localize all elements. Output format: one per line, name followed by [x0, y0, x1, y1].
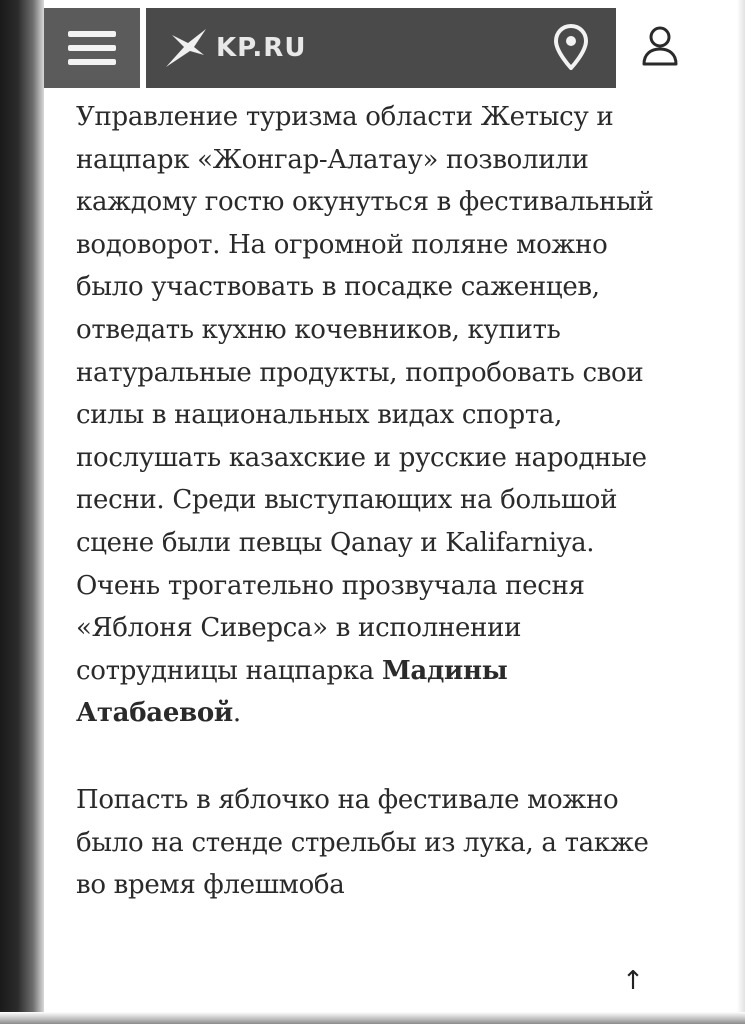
article-paragraph [76, 96, 676, 735]
scroll-to-top-button[interactable] [618, 966, 648, 996]
scan-shadow-left [0, 0, 44, 1024]
logo-bar [146, 8, 616, 88]
logo-text[interactable]: KP.RU [216, 33, 307, 63]
site-header [44, 8, 616, 88]
scan-shadow-right [737, 0, 745, 1024]
menu-button[interactable] [44, 8, 140, 88]
arrow-up-icon: ↑ [622, 966, 644, 996]
scan-shadow-bottom [0, 1012, 745, 1024]
article-paragraph: Попасть в яблочко на фестивале можно было на стенде стрельбы из лука, а также во время флешмоба [76, 784, 649, 901]
paragraph-end: . [232, 698, 241, 729]
user-profile-icon[interactable] [640, 24, 680, 68]
paragraph-text: Управление туризма области Жетысу и нацпарк «Жонгар-Алатау» позволили каждому гостю окунуться в фестивальный водоворот. На огромной поляне можно было участвовать в посадке саженцев, отведать кухню кочевников, купить натуральные продукты, попробовать свои силы в национальных видах спорта, послушать казахские и русские народные песни. Среди выступающих на большой сцене были певцы Qanay и Kalifarniya. Очень трогательно прозвучала песня «Яблоня Сиверса» в исполнении сотрудницы нацпарка [76, 102, 654, 686]
person-name: Мадины Атабаевой [76, 655, 508, 729]
map-pin-icon[interactable] [554, 24, 588, 70]
article-body [76, 96, 676, 907]
hamburger-menu-icon [68, 31, 116, 65]
swallow-logo-icon [164, 25, 210, 71]
